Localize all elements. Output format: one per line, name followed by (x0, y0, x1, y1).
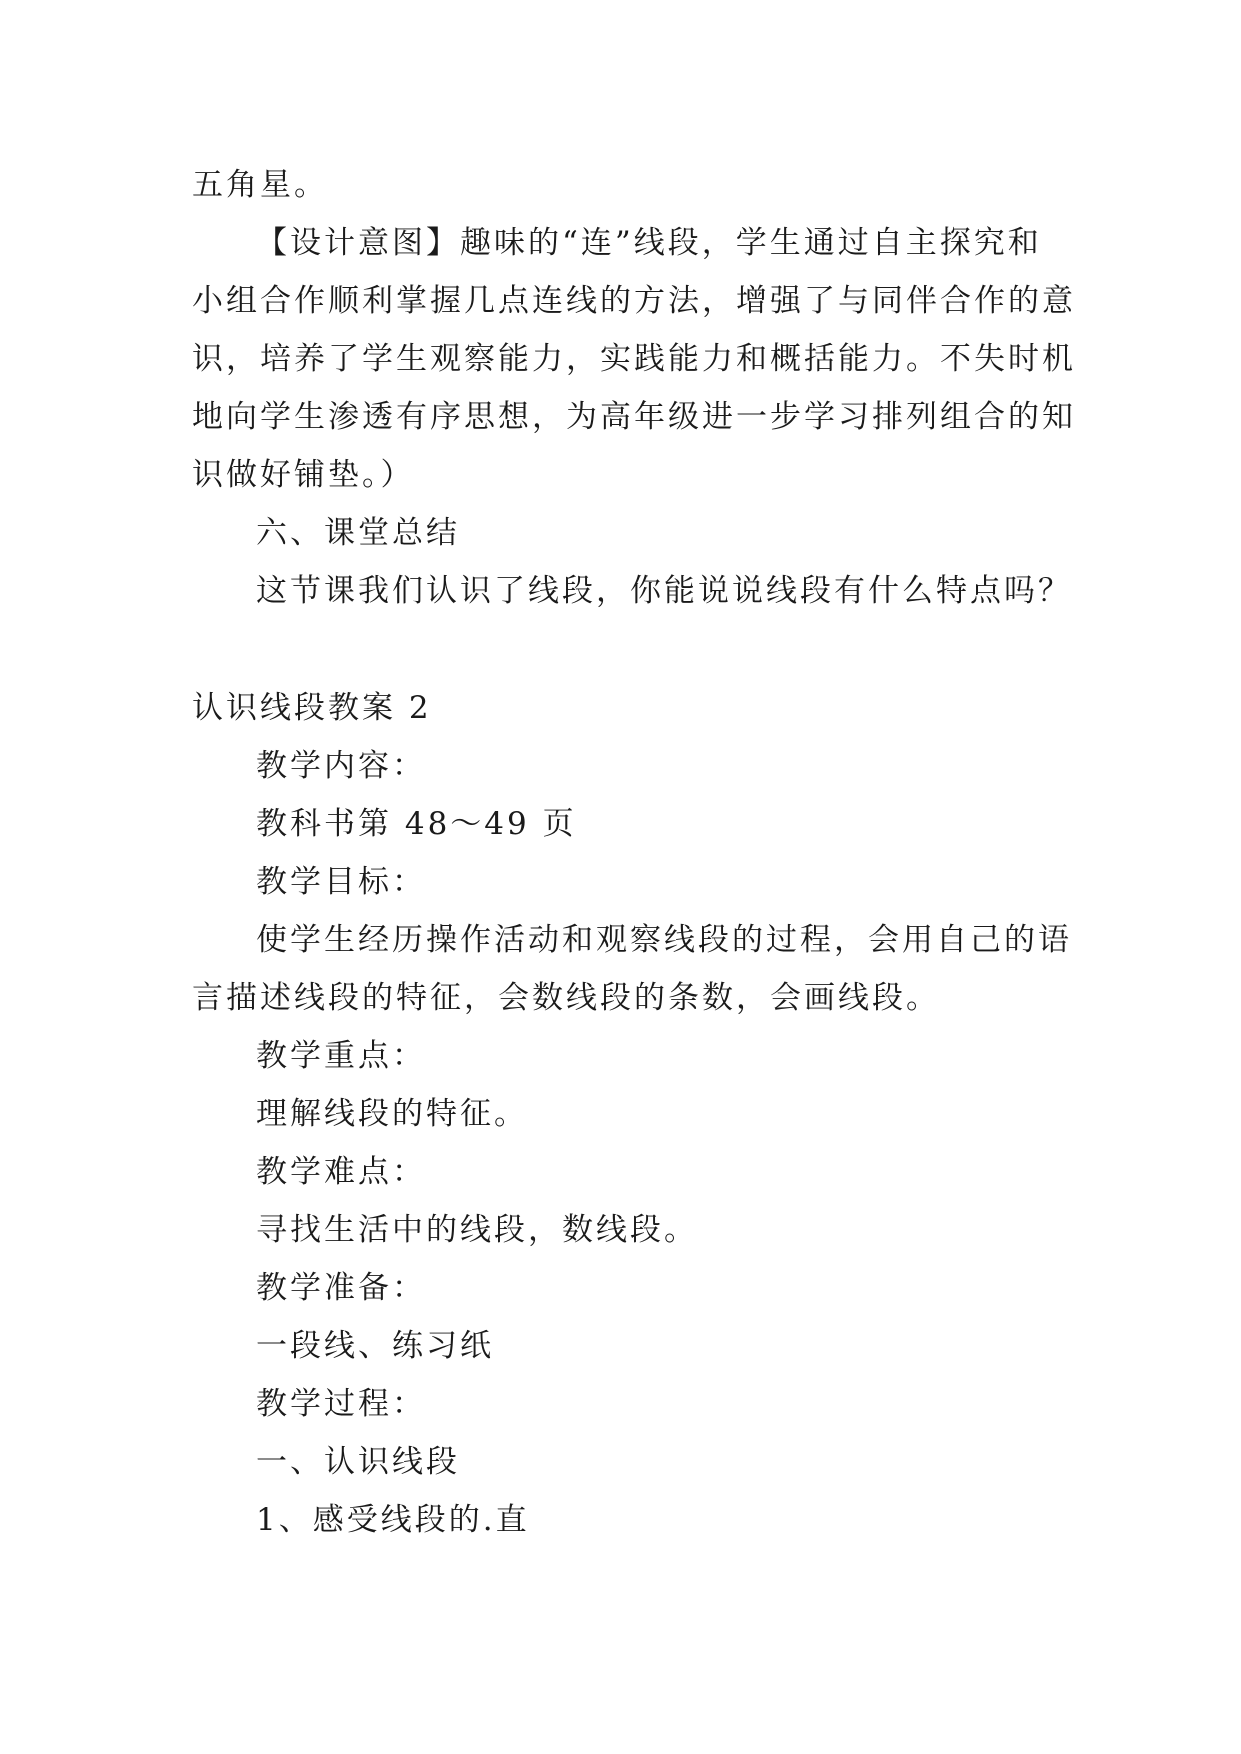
text-line: 识做好铺垫。） (192, 457, 415, 493)
section-heading: 六、课堂总结 (256, 515, 460, 551)
text-line: 1、感受线段的.直 (256, 1502, 530, 1538)
text-line: 识，培养了学生观察能力，实践能力和概括能力。不失时机 (192, 341, 1076, 377)
text-line: 使学生经历操作活动和观察线段的过程，会用自己的语 (256, 922, 1072, 958)
section-heading: 教学难点： (256, 1154, 426, 1190)
text-line: 言描述线段的特征，会数线段的条数，会画线段。 (192, 980, 940, 1016)
section-heading: 教学重点： (256, 1038, 426, 1074)
text-line: 这节课我们认识了线段，你能说说线段有什么特点吗？ (256, 573, 1072, 609)
paragraph-design-intent-line: 【设计意图】趣味的“连”线段，学生通过自主探究和 (256, 225, 1042, 261)
section-heading: 教学内容： (256, 748, 426, 784)
document-title: 认识线段教案 2 (192, 690, 432, 726)
text-line: 寻找生活中的线段，数线段。 (256, 1212, 698, 1248)
section-heading: 教学过程： (256, 1386, 426, 1422)
text-line: 理解线段的特征。 (256, 1096, 528, 1132)
section-heading: 教学准备： (256, 1270, 426, 1306)
text-line: 一段线、练习纸 (256, 1328, 494, 1364)
text-line: 地向学生渗透有序思想，为高年级进一步学习排列组合的知 (192, 399, 1076, 435)
text-line: 教科书第 48～49 页 (256, 806, 577, 842)
section-heading: 教学目标： (256, 864, 426, 900)
text-line: 小组合作顺利掌握几点连线的方法，增强了与同伴合作的意 (192, 283, 1076, 319)
section-heading: 一、认识线段 (256, 1444, 460, 1480)
text-line: 五角星。 (192, 167, 328, 203)
